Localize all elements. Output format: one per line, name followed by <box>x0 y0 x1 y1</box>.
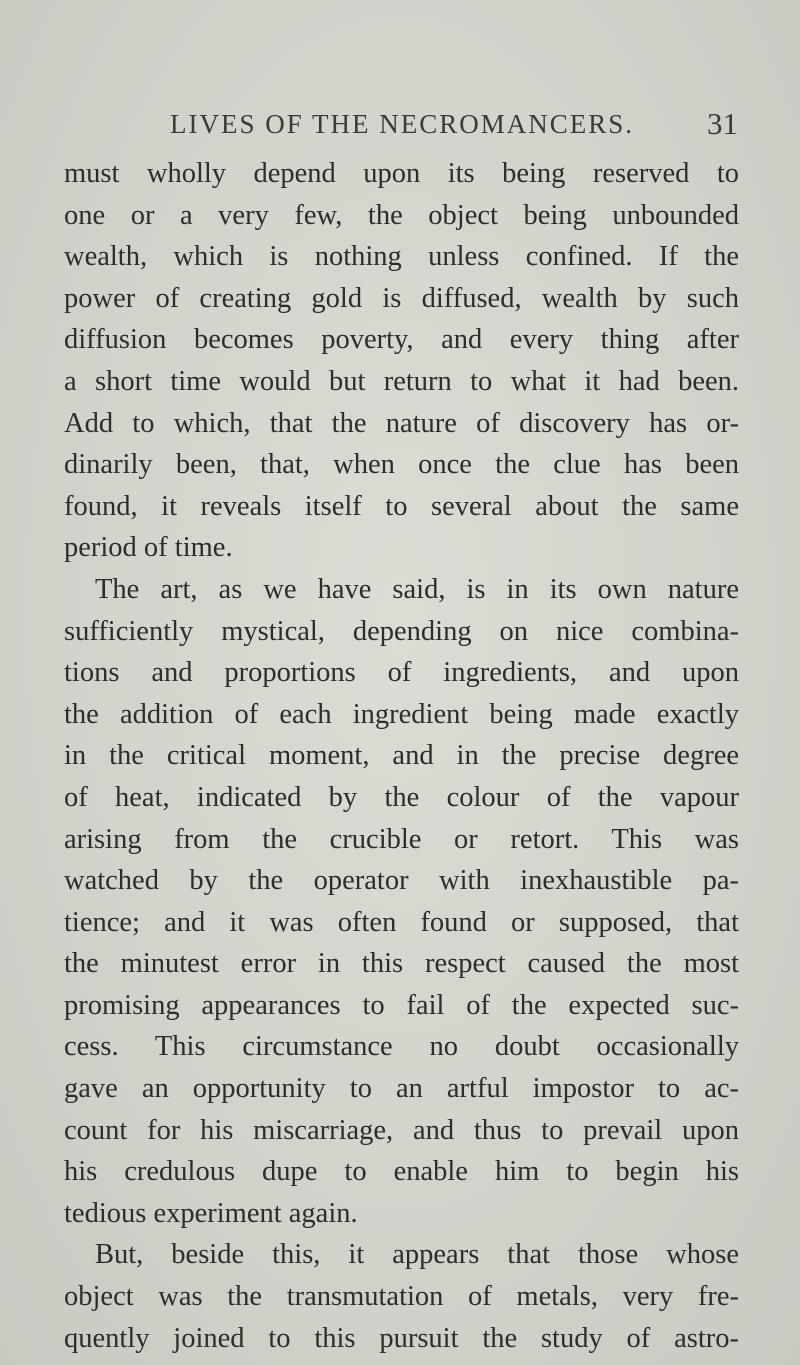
text-line: arising from the crucible or retort. This was <box>64 823 739 855</box>
text-line: gave an opportunity to an artful impostor to ac- <box>64 1073 739 1105</box>
text-line: cess. This circumstance no doubt occasionally <box>64 1031 739 1063</box>
paragraph-start-line: The art, as we have said, is in its own nature <box>95 573 739 605</box>
text-line: diffusion becomes poverty, and every thing after <box>64 324 739 356</box>
text-line: of heat, indicated by the colour of the vapour <box>64 781 739 813</box>
text-line: found, it reveals itself to several about the same <box>64 490 739 522</box>
paragraph-start-line: But, beside this, it appears that those whose <box>95 1239 739 1271</box>
text-line: the minutest error in this respect caused the most <box>64 948 739 980</box>
text-line: quently joined to this pursuit the study of astro- <box>64 1322 739 1354</box>
text-line: Add to which, that the nature of discovery has or- <box>64 407 739 439</box>
running-head <box>66 104 738 144</box>
paragraph-end-line: tedious experiment again. <box>64 1197 358 1229</box>
running-title: LIVES OF THE NECROMANCERS. <box>169 109 635 139</box>
text-line: in the critical moment, and in the precise degree <box>64 740 739 772</box>
text-line: wealth, which is nothing unless confined. If the <box>64 241 739 273</box>
text-line: must wholly depend upon its being reserved to <box>64 158 739 189</box>
page-number: 31 <box>707 106 738 141</box>
text-line: tience; and it was often found or supposed, that <box>64 906 739 938</box>
text-line: one or a very few, the object being unbounded <box>64 199 739 231</box>
text-line: count for his miscarriage, and thus to prevail upon <box>64 1114 739 1146</box>
body-text <box>64 153 739 1359</box>
text-line: watched by the operator with inexhaustible pa- <box>64 865 739 897</box>
text-line: object was the transmutation of metals, very fre- <box>64 1281 739 1313</box>
text-line: power of creating gold is diffused, wealth by such <box>64 282 739 314</box>
text-line: a short time would but return to what it had been. <box>64 365 739 397</box>
text-line: dinarily been, that, when once the clue has been <box>64 449 739 481</box>
text-line: the addition of each ingredient being made exactly <box>64 698 739 730</box>
text-line: promising appearances to fail of the expected suc- <box>64 989 739 1021</box>
text-line: sufficiently mystical, depending on nice combina- <box>64 615 739 647</box>
text-line: tions and proportions of ingredients, and upon <box>64 657 739 689</box>
paragraph-end-line: period of time. <box>64 532 233 564</box>
text-line: his credulous dupe to enable him to begin his <box>64 1156 739 1188</box>
